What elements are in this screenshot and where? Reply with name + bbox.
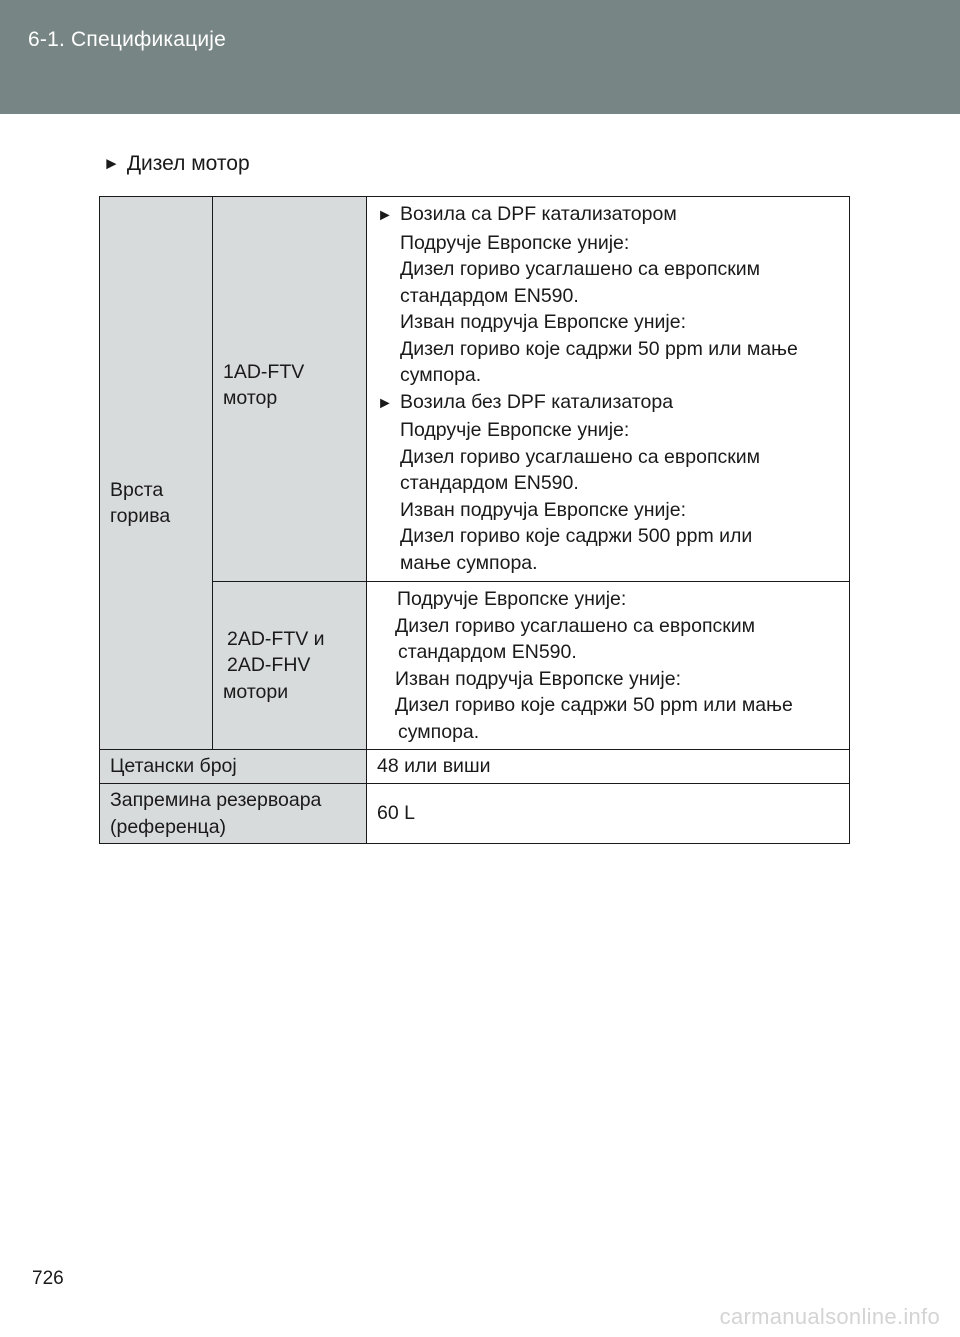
spec-line: Подручје Европске уније:: [400, 231, 630, 254]
spec-line: Подручје Европске уније:: [400, 419, 630, 441]
spec-line: стандардом EN590.: [400, 472, 579, 494]
page-number: 726: [32, 1268, 64, 1289]
spec-line: Дизел гориво усаглашено са европским: [400, 445, 761, 468]
spec-line: Подручје Европске уније:: [397, 588, 627, 610]
spec-line: Дизел гориво усаглашено са европским: [400, 258, 761, 280]
table-row: [100, 750, 850, 784]
spec-line: сумпора.: [398, 720, 480, 743]
spec-line: сумпора.: [400, 364, 482, 386]
engine-2-line-3: мотори: [223, 680, 289, 703]
spec-line: стандардом EN590.: [398, 641, 577, 663]
chapter-title: 6-1. Спецификације: [28, 28, 227, 51]
header-bar: [0, 0, 960, 114]
spec-line: ► Возила без DPF катализатора: [377, 389, 849, 418]
spec-line: Изван подручја Европске уније:: [395, 667, 681, 690]
triangle-bullet-icon: ►: [377, 207, 393, 224]
fuel-type-label-cell: [100, 197, 213, 750]
table-row: [100, 784, 850, 844]
cetane-value-cell: 48 или виши: [367, 750, 850, 784]
spec-line: Дизел гориво које садржи 50 ppm или мање: [395, 694, 793, 716]
tank-capacity-label-cell: [100, 784, 367, 844]
spec-line: Дизел гориво усаглашено са европским: [395, 614, 756, 637]
spec-line: Изван подручја Европске уније:: [400, 498, 686, 521]
engine-1-line-1: 1AD-FTV: [223, 360, 305, 383]
section-heading-text: Дизел мотор: [126, 152, 250, 175]
section-heading: [103, 152, 250, 176]
spec-table: [99, 196, 850, 844]
engine-2-fuel-spec-cell: [367, 582, 850, 750]
engine-1ad-ftv-cell: [213, 197, 367, 582]
tank-label-line-2: (референца): [110, 815, 227, 838]
engine-2ad-cell: [213, 582, 367, 750]
spec-line: Дизел гориво које садржи 50 ppm или мање: [400, 337, 798, 360]
engine-2-line-2: 2AD-FHV: [227, 654, 311, 677]
spec-line: ► Возила са DPF катализатором: [377, 201, 849, 230]
spec-line: мање сумпора.: [400, 551, 538, 574]
triangle-bullet-icon: ►: [377, 394, 393, 412]
fuel-type-label-line-1: Врста: [110, 478, 164, 501]
fuel-type-label-line-2: горива: [110, 505, 171, 527]
watermark: carmanualsonline.info: [719, 1304, 940, 1329]
triangle-bullet-icon: ►: [103, 154, 120, 173]
spec-line: Дизел гориво које садржи 500 ppm или: [400, 525, 753, 547]
tank-label-line-1: Запремина резервоара: [110, 789, 322, 811]
tank-capacity-value-cell: 60 L: [367, 784, 850, 844]
table-row: [100, 582, 850, 750]
table-row: [100, 197, 850, 582]
engine-1-line-2: мотор: [223, 387, 278, 409]
spec-line: стандардом EN590.: [400, 284, 579, 307]
cetane-label-cell: Цетански број: [100, 750, 367, 784]
engine-1-fuel-spec-cell: [367, 197, 850, 582]
engine-2-line-1: 2AD-FTV и: [227, 627, 325, 650]
spec-line: Изван подручја Европске уније:: [400, 311, 686, 333]
